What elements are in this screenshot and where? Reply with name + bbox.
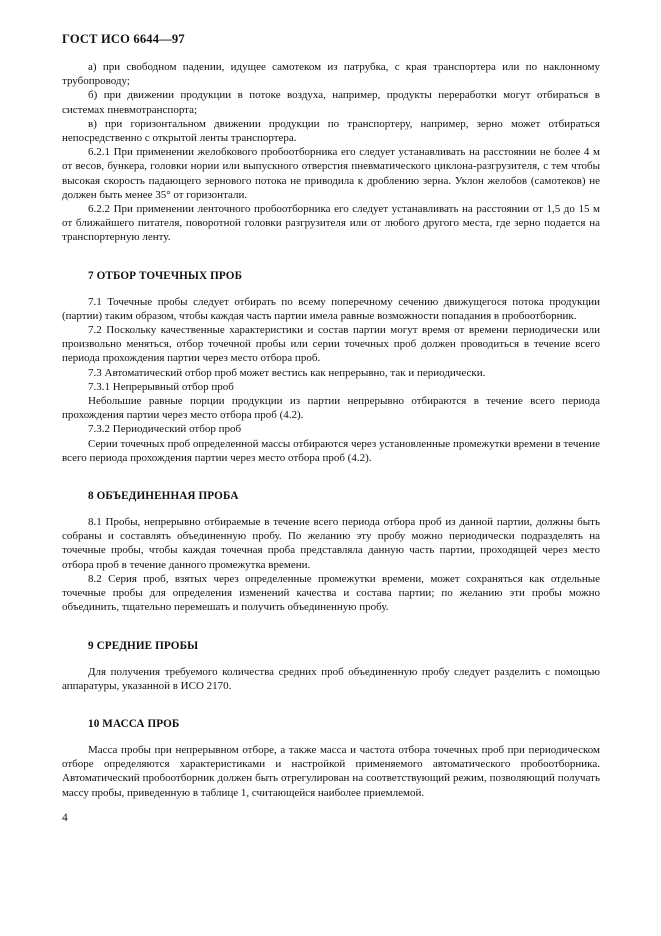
paragraph-b: б) при движении продукции в потоке воздуха, например, продукты переработки могут отбираться в системах пневмотранспорта; bbox=[62, 89, 600, 116]
section-9-heading: 9 СРЕДНИЕ ПРОБЫ bbox=[88, 639, 199, 652]
paragraph-6-2-2: 6.2.2 При применении ленточного пробоотборника его следует устанавливать на расстоянии от 1,5 до 15 м от ближайшего питателя, поворотной головки разгрузителя или от любого другого места, где зерно подается на транспортерную ленту. bbox=[62, 203, 600, 244]
document-body bbox=[62, 60, 600, 800]
paragraph-6-2-1: 6.2.1 При применении желобкового пробоотборника его следует устанавливать на расстоянии не более 4 м от весов, бункера, головки нории или выпускного отверстия пневматического циклона-разгрузителя, с тем чтобы высокая скорость падающего зернового потока не приводила к дроблению зерна. Уклон желобов (самотеков) не должен быть менее 35° от горизонтали. bbox=[62, 146, 600, 201]
paragraph-7-3-1-text: Небольшие равные порции продукции из партии непрерывно отбираются в течение всего периода прохождения партии через место отбора проб (4.2). bbox=[62, 395, 600, 422]
paragraph-7-3-2: 7.3.2 Периодический отбор проб bbox=[88, 423, 242, 436]
paragraph-c: в) при горизонтальном движении продукции по транспортеру, например, зерно может отбираться непосредственно с открытой ленты транспортера. bbox=[62, 117, 600, 145]
page-number: 4 bbox=[62, 812, 68, 824]
section-7-heading: 7 ОТБОР ТОЧЕЧНЫХ ПРОБ bbox=[88, 269, 243, 282]
paragraph-7-3: 7.3 Автоматический отбор проб может вестись как непрерывно, так и периодически. bbox=[88, 366, 486, 379]
paragraph-7-2: 7.2 Поскольку качественные характеристики и состав партии могут время от времени периодически или произвольно меняться, отбор точечной пробы или серии точечных проб должен проводиться в течение всего периода прохождения партии через место отбора проб. bbox=[62, 324, 600, 365]
document-header: ГОСТ ИСО 6644—97 bbox=[62, 32, 185, 46]
paragraph-9: Для получения требуемого количества средних проб объединенную пробу следует разделить с помощью аппаратуры, указанной в ИСО 2170. bbox=[62, 665, 600, 692]
paragraph-7-1: 7.1 Точечные пробы следует отбирать по всему поперечному сечению движущегося потока продукции (партии) таким образом, чтобы каждая часть партии имела равные возможности попадания в пробоотборник. bbox=[62, 295, 600, 322]
section-8-heading: 8 ОБЪЕДИНЕННАЯ ПРОБА bbox=[88, 490, 239, 503]
paragraph-7-3-2-text: Серии точечных проб определенной массы отбираются через установленные промежутки времени в течение всего периода прохождения партии через место отбора проб (4.2). bbox=[62, 437, 600, 464]
paragraph-7-3-1: 7.3.1 Непрерывный отбор проб bbox=[88, 380, 234, 393]
paragraph-8-2: 8.2 Серия проб, взятых через определенные промежутки времени, может сохраняться как отдельные точечные пробы для определения изменений качества и состава партии; по желанию эти пробы можно объединить, тщательно перемешать и получить объединенную пробу. bbox=[62, 572, 600, 614]
paragraph-8-1: 8.1 Пробы, непрерывно отбираемые в течение всего периода отбора проб из данной партии, должны быть собраны и составлять объединенную пробу. По желанию эту пробу можно периодически подразделять на точечные пробы, чтобы каждая точечная проба представляла данную часть партии, проходящей через место отбора проб в течение данного промежутка времени. bbox=[62, 516, 600, 571]
paragraph-a: а) при свободном падении, идущее самотеком из патрубка, с края транспортера или по наклонному трубопроводу; bbox=[62, 61, 600, 88]
paragraph-10: Масса пробы при непрерывном отборе, а также масса и частота отбора точечных проб при периодическом отборе определяются характеристиками и настройкой применяемого автоматического пробоотборника. Автоматический пробоотборник должен быть отрегулирован на соответствующий режим, позволяющий получать массу пробы, приведенную в таблице 1, считающейся наиболее приемлемой. bbox=[62, 743, 600, 799]
section-10-heading: 10 МАССА ПРОБ bbox=[88, 717, 180, 730]
